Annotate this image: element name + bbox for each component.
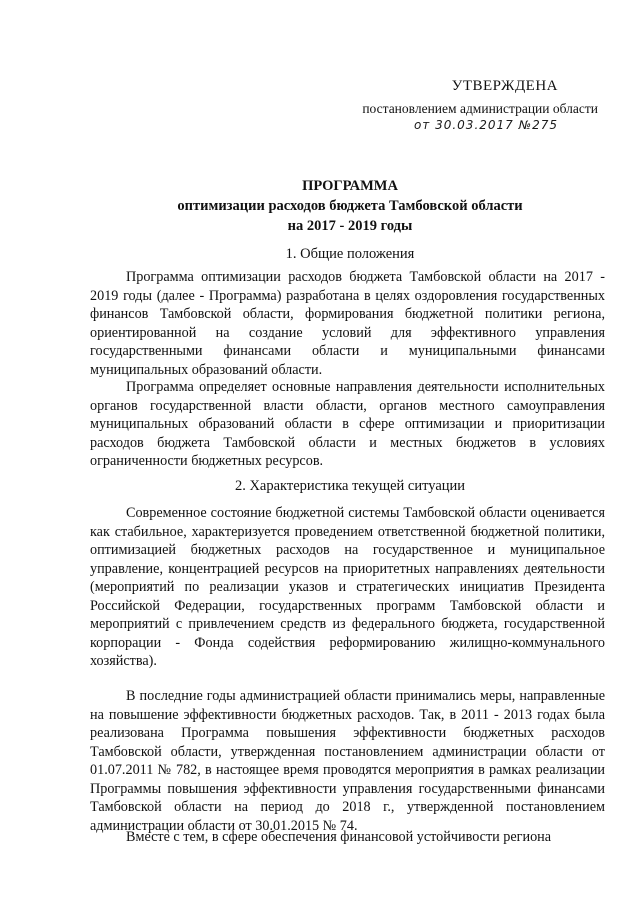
approved-label: УТВЕРЖДЕНА — [451, 78, 558, 94]
approved-by-text: постановлением администрации области — [362, 101, 598, 116]
paragraph — [90, 268, 605, 379]
paragraph — [90, 504, 605, 671]
section-heading-current-situation: 2. Характеристика текущей ситуации — [234, 478, 466, 494]
title-program: ПРОГРАММА — [302, 178, 398, 194]
paragraph-text: В последние годы администрацией области принимались меры, направленные на повышение эффективности бюджетных расходов. Так, в 2011 - 2013 годах была реализована Программа повышения эффективности бюджетных расходов Тамбовской области, утвержденная постановлением администрации области от 01.07.2011 № 782, в настоящее время проводятся мероприятия в рамках реализации Программы повышения эффективности управления государственными финансами Тамбовской области на период до 2018 г., утвержденной постановлением администрации области от 30.01.2015 № 74. — [90, 688, 605, 834]
paragraph — [90, 828, 605, 847]
title-period: на 2017 - 2019 годы — [287, 218, 413, 234]
approval-stamp — [338, 78, 598, 132]
document-title — [90, 176, 610, 236]
paragraph-text: Программа оптимизации расходов бюджета Тамбовской области на 2017 - 2019 годы (далее - Программа) разработана в целях оздоровления государственных финансов Тамбовской области, формирования бюджетной политики региона, ориентированной на создание условий для эффективного управления государственными финансами области и муниципальными финансами муниципальных образований области. — [90, 269, 605, 378]
paragraph — [90, 687, 605, 835]
paragraph-text: Вместе с тем, в сфере обеспечения финансовой устойчивости региона — [126, 829, 552, 845]
title-subject: оптимизации расходов бюджета Тамбовской области — [177, 198, 523, 214]
paragraph — [90, 378, 605, 471]
section-heading-general: 1. Общие положения — [285, 246, 415, 262]
handwritten-date-number: от 30.03.2017 №275 — [413, 118, 558, 132]
paragraph-text: Современное состояние бюджетной системы Тамбовской области оценивается как стабильное, характеризуется проведением ответственной бюджетной политики, оптимизацией бюджетных расходов на государственное и муниципальное управление, концентрацией ресурсов на приоритетных направлениях деятельности (мероприятий по реализации указов и стратегических инициатив Президента Российской Федерации, государственных программ Тамбовской области и мероприятий с привлечением средств из федерального бюджета, государственной корпорации - Фонда содействия реформированию жилищно-коммунального хозяйства). — [90, 505, 605, 669]
paragraph-text: Программа определяет основные направления деятельности исполнительных органов государственной власти области, органов местного самоуправления муниципальных образований области в сфере оптимизации и приоритизации расходов бюджета Тамбовской области и местных бюджетов в условиях ограниченности бюджетных ресурсов. — [90, 379, 605, 469]
